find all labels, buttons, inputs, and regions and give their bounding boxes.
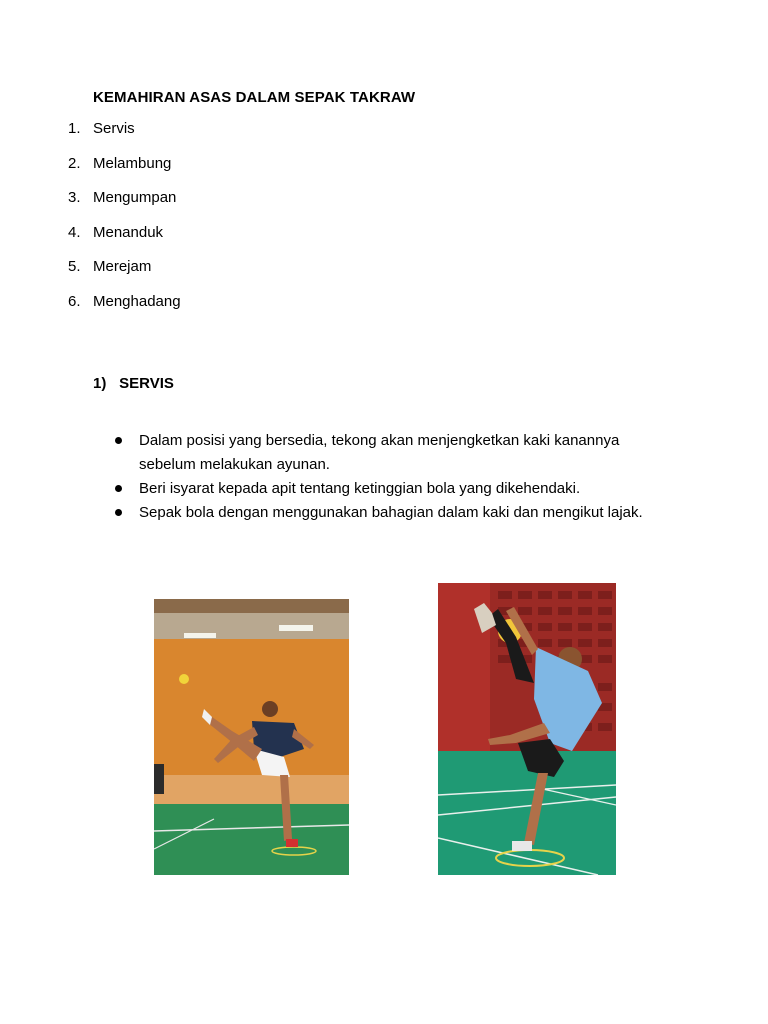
list-label: Mengumpan [93, 189, 177, 207]
bullet-item [112, 477, 672, 501]
list-label: Merejam [93, 258, 152, 276]
list-label: Melambung [93, 154, 172, 172]
list-number: 6. [68, 292, 81, 310]
bullet-text: Dalam posisi yang bersedia, tekong akan menjengketkan kaki kanannya sebelum melakukan ayunan. [139, 432, 620, 473]
section-number: 1) [93, 375, 107, 392]
list-number: 2. [68, 154, 81, 172]
list-label: Menghadang [93, 292, 181, 310]
bullet-icon [115, 509, 122, 516]
page-title: KEMAHIRAN ASAS DALAM SEPAK TAKRAW [93, 89, 416, 106]
bullet-list [112, 429, 672, 525]
list-number: 5. [68, 258, 81, 276]
bullet-text: Sepak bola dengan menggunakan bahagian dalam kaki dan mengikut lajak. [139, 504, 643, 521]
list-number: 1. [68, 120, 81, 137]
bullet-item [112, 501, 672, 525]
bullet-icon [115, 485, 122, 492]
bullet-text: Beri isyarat kepada apit tentang ketinggian bola yang dikehendaki. [139, 480, 581, 497]
section-heading [93, 375, 174, 392]
bullet-item [112, 429, 672, 477]
photo-servis-2 [438, 583, 616, 875]
list-label: Servis [93, 120, 135, 137]
section-title: SERVIS [119, 375, 174, 392]
list-number: 3. [68, 189, 81, 207]
bullet-icon [115, 437, 122, 444]
list-number: 4. [68, 223, 81, 241]
list-label: Menanduk [93, 223, 164, 241]
photo-servis-1 [154, 599, 349, 875]
